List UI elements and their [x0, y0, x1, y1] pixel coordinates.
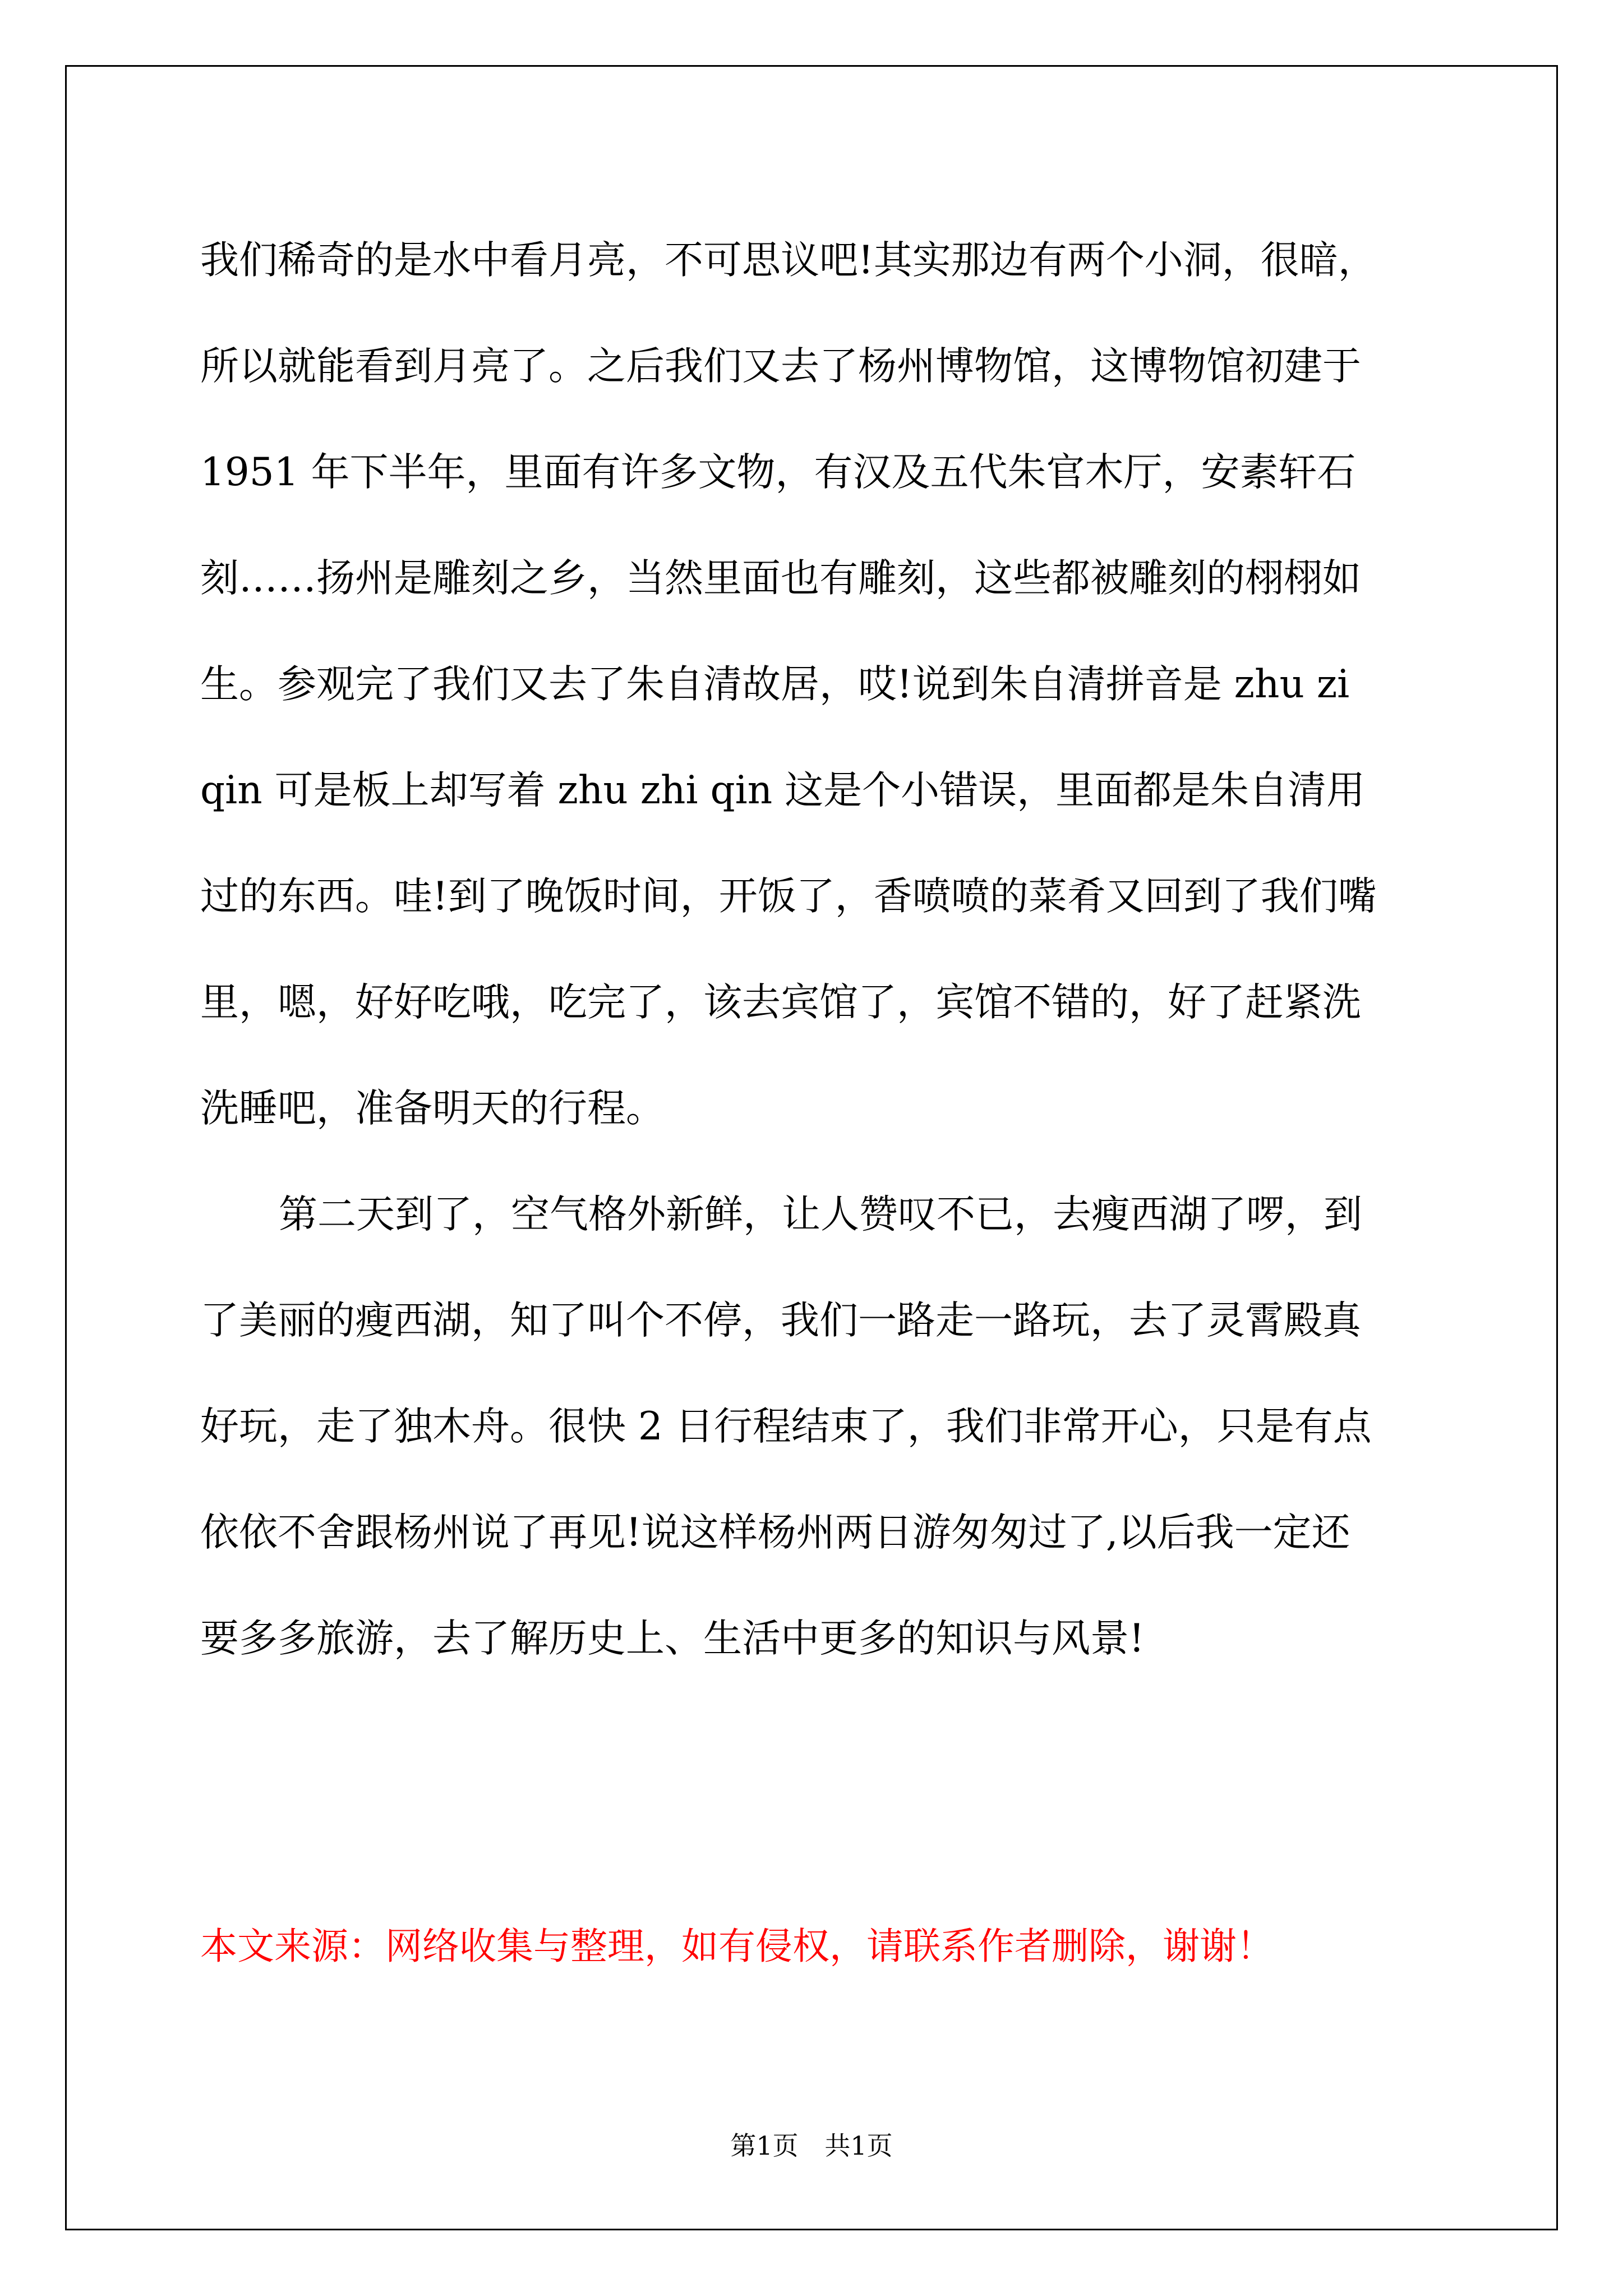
text-line: 1951 年下半年，里面有许多文物，有汉及五代朱官木厅，安素轩石 — [200, 450, 1356, 495]
text-line: 了美丽的瘦西湖，知了叫个不停，我们一路走一路玩，去了灵霄殿真 — [200, 1298, 1361, 1343]
text-line: 好玩，走了独木舟。很快 2 日行程结束了，我们非常开心，只是有点 — [200, 1404, 1372, 1449]
text-line: 洗睡吧，准备明天的行程。 — [200, 1086, 665, 1131]
text-line: 我们稀奇的是水中看月亮，不可思议吧!其实那边有两个小洞，很暗， — [200, 238, 1377, 283]
text-line: 里，嗯，好好吃哦，吃完了，该去宾馆了，宾馆不错的，好了赶紧洗 — [200, 980, 1361, 1025]
paragraph-start-line: 第二天到了，空气格外新鲜，让人赞叹不已，去瘦西湖了啰，到 — [279, 1192, 1362, 1237]
page-number-current: 第1页 — [730, 2131, 799, 2161]
text-line: 生。参观完了我们又去了朱自清故居，哎!说到朱自清拼音是 zhu zi — [200, 662, 1350, 707]
source-note: 本文来源：网络收集与整理，如有侵权，请联系作者删除，谢谢！ — [200, 1925, 1274, 1968]
page-number-total: 共1页 — [824, 2131, 893, 2161]
page-footer — [0, 2129, 1623, 2162]
text-line: 刻……扬州是雕刻之乡，当然里面也有雕刻，这些都被雕刻的栩栩如 — [200, 556, 1361, 601]
text-line: qin 可是板上却写着 zhu zhi qin 这是个小错误，里面都是朱自清用 — [200, 768, 1366, 813]
text-line: 依依不舍跟杨州说了再见!说这样杨州两日游匆匆过了,以后我一定还 — [200, 1510, 1350, 1555]
text-line: 所以就能看到月亮了。之后我们又去了杨州博物馆，这博物馆初建于 — [200, 344, 1361, 389]
document-body — [200, 208, 1434, 1692]
text-line: 要多多旅游，去了解历史上、生活中更多的知识与风景! — [200, 1616, 1145, 1661]
text-line: 过的东西。哇!到了晚饭时间，开饭了，香喷喷的菜肴又回到了我们嘴 — [200, 874, 1377, 919]
